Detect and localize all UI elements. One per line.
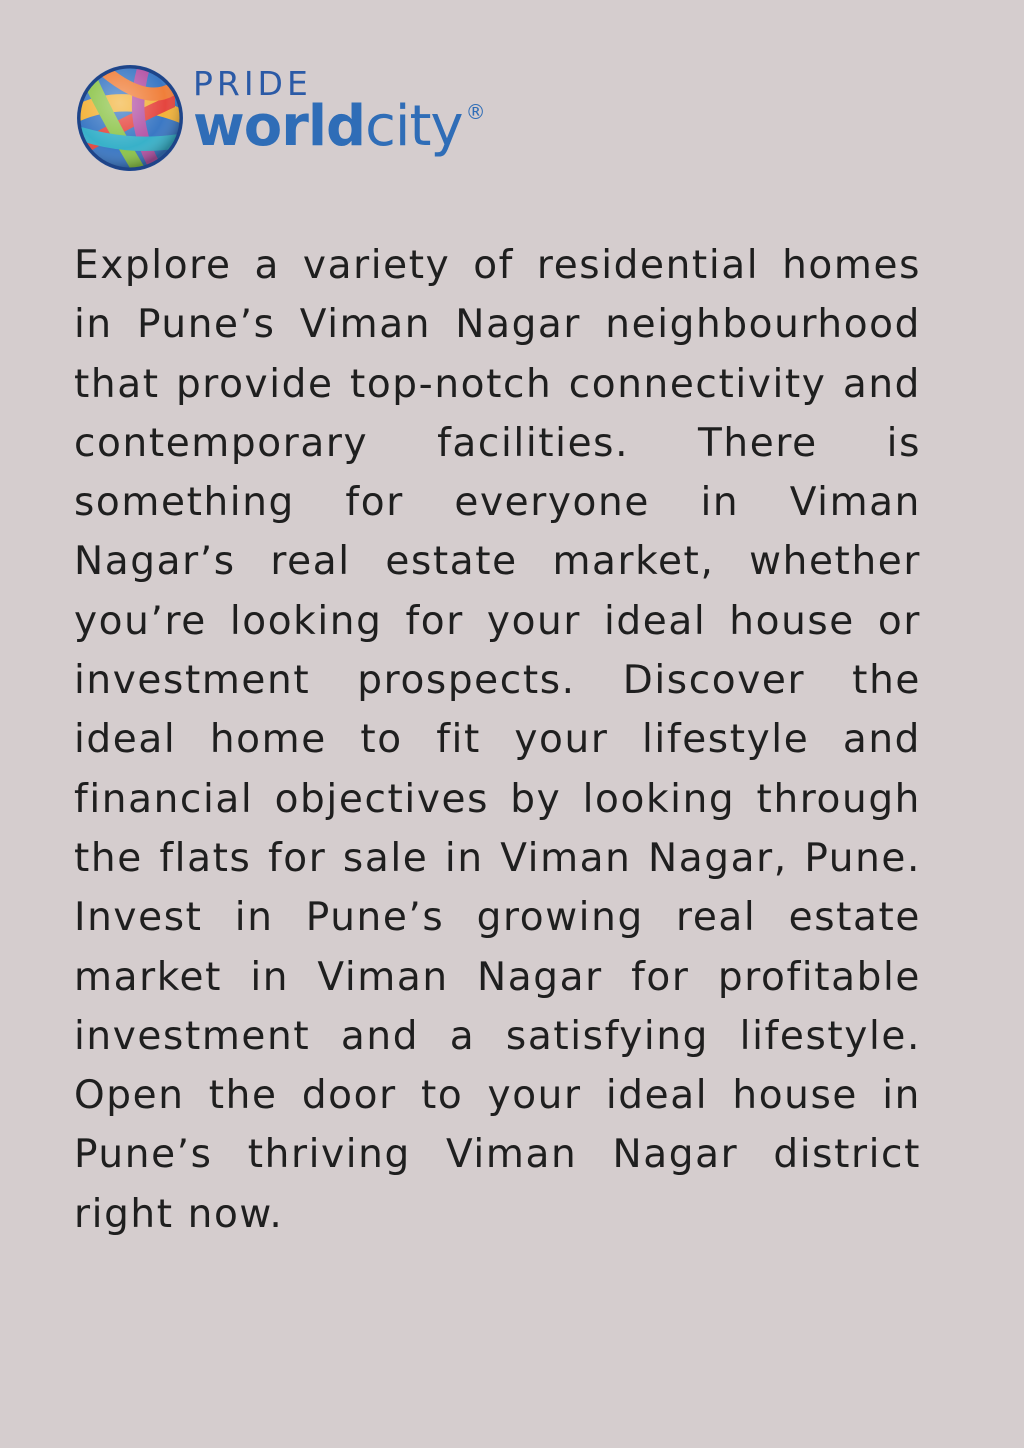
logo-wordmark — [193, 94, 486, 159]
globe-icon — [75, 63, 185, 173]
pride-worldcity-logo — [75, 63, 535, 175]
logo-world-text: world — [193, 94, 366, 159]
logo-pride-text: PRIDE — [193, 64, 312, 103]
body-paragraph: Explore a variety of residential homes in Pune’s Viman Nagar neighbourhood that provide top-notch connectivity and contemporary facilities. There is something for everyone in Viman Nagar’s real estate market, whether you’re looking for your ideal house or investment prospects. Discover the ideal home to fit your lifestyle and financial objectives by looking through the flats for sale in Viman Nagar, Pune. Invest in Pune’s growing real estate market in Viman Nagar for profitable investment and a satisfying lifestyle. Open the door to your ideal house in Pune’s thriving Viman Nagar district right now. — [74, 243, 921, 1237]
logo-city-text: city — [365, 94, 463, 159]
registered-mark: ® — [465, 100, 486, 124]
